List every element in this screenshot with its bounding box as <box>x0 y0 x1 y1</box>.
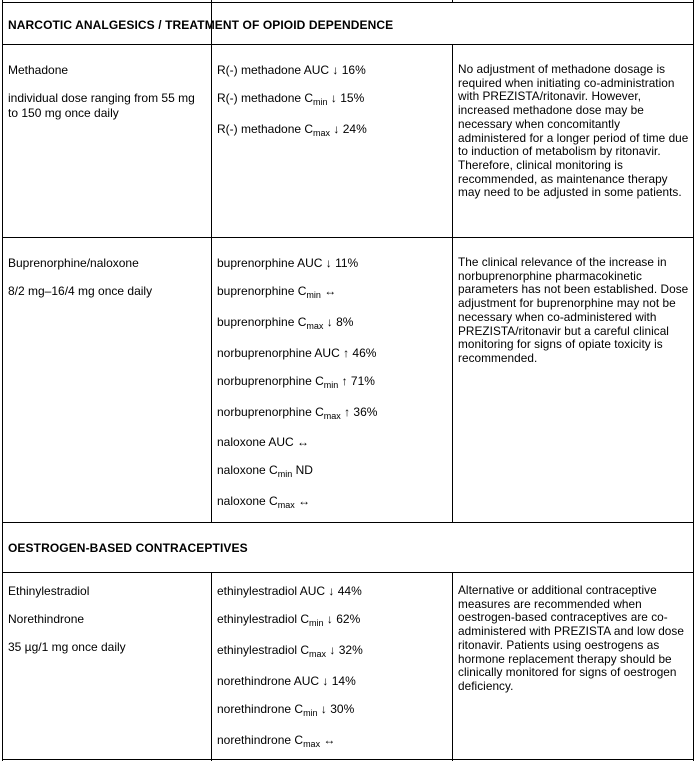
table-border-right <box>693 0 694 761</box>
row-divider <box>2 759 694 760</box>
clinical-recommendation: The clinical relevance of the increase in norbuprenorphine pharmacokinetic parameters has not been established. Dose adjustment for buprenorphine may not be necessary when co-administered with PREZISTA/ritonavir but a careful clinical monitoring for signs of opiate toxicity is recommended. <box>458 255 689 365</box>
clinical-recommendation: Alternative or additional contraceptive measures are recommended when oestrogen-based contraceptives are co-administered with PREZISTA and low dose ritonavir. Patients using oestrogens as hormone replacement therapy should be clinically monitored for signs of oestrogen deficiency. <box>458 583 684 693</box>
pk-effect: norbuprenorphine $C_{max}$ ↑ 36% <box>217 405 378 421</box>
pk-effect: naloxone $C_{min}$ ND <box>217 463 313 479</box>
column-divider-1 <box>211 44 212 522</box>
pk-effect: ethinylestradiol $C_{max}$ ↓ 32% <box>217 643 363 659</box>
column-divider-1 <box>211 572 212 761</box>
pk-effect: R(-) methadone $C_{max}$ ↓ 24% <box>217 122 367 138</box>
row-divider <box>2 572 694 573</box>
pk-effect: naloxone $C_{max}$ ↔ <box>217 494 311 510</box>
pk-effect: naloxone AUC ↔ <box>217 435 310 449</box>
pk-effect: norethindrone $C_{min}$ ↓ 30% <box>217 702 355 718</box>
drug-dose: 35 µg/1 mg once daily <box>8 640 126 654</box>
pk-effect: buprenorphine $C_{min}$ ↔ <box>217 284 337 300</box>
pk-effect: R(-) methadone $C_{min}$ ↓ 15% <box>217 91 365 107</box>
drug-dose: individual dose ranging from 55 mg to 150 mg once daily <box>8 91 195 120</box>
table-border-left <box>2 0 3 761</box>
row-divider <box>2 2 694 3</box>
drug-dose: 8/2 mg–16/4 mg once daily <box>8 284 153 298</box>
drug-name: Buprenorphine/naloxone <box>8 256 139 270</box>
section-title-opioid: NARCOTIC ANALGESICS / TREATMENT OF OPIOID DEPENDENCE <box>8 18 394 32</box>
drug-name: Methadone <box>8 63 69 77</box>
pk-effect: buprenorphine AUC ↓ 11% <box>217 256 359 270</box>
column-divider-2 <box>452 44 453 522</box>
pk-effect: norbuprenorphine AUC ↑ 46% <box>217 346 377 360</box>
pk-effect: ethinylestradiol $C_{min}$ ↓ 62% <box>217 612 361 628</box>
row-divider <box>2 237 694 238</box>
pk-effect: norbuprenorphine $C_{min}$ ↑ 71% <box>217 374 375 390</box>
pk-effect: norethindrone $C_{max}$ ↔ <box>217 733 336 749</box>
section-title-oestrogen: OESTROGEN-BASED CONTRACEPTIVES <box>8 541 248 555</box>
clinical-recommendation: No adjustment of methadone dosage is required when initiating co-administration with PREZISTA/ritonavir. However, increased methadone dose may be necessary when concomitantly administered for a longer period of time due to induction of metabolism by ritonavir. Therefore, clinical monitoring is recommended, as maintenance therapy may need to be adjusted in some patients. <box>458 62 689 200</box>
pk-effect: norethindrone AUC ↓ 14% <box>217 674 356 688</box>
pk-effect: buprenorphine $C_{max}$ ↓ 8% <box>217 315 354 331</box>
pk-effect: ethinylestradiol AUC ↓ 44% <box>217 584 362 598</box>
row-divider <box>2 44 694 45</box>
pk-effect: R(-) methadone AUC ↓ 16% <box>217 63 366 77</box>
column-divider-2 <box>452 572 453 761</box>
drug-name: Norethindrone <box>8 612 85 626</box>
row-divider <box>2 522 694 523</box>
drug-name: Ethinylestradiol <box>8 584 90 598</box>
